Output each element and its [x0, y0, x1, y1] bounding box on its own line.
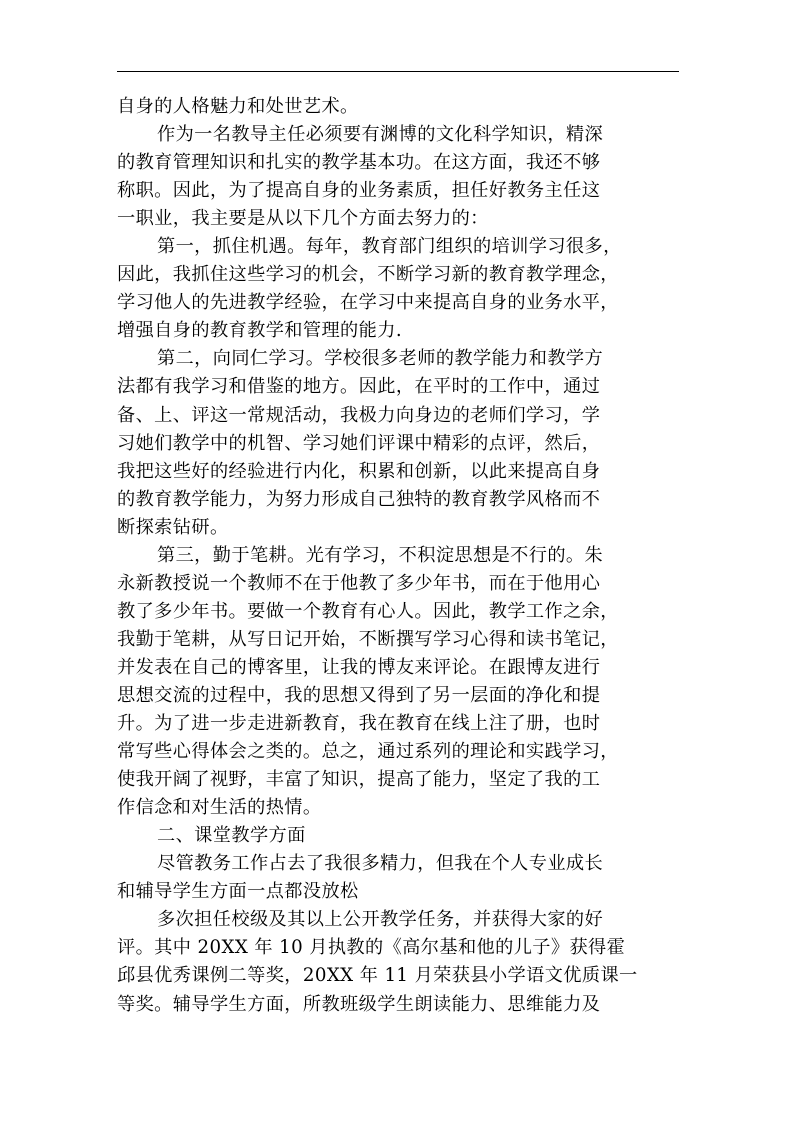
document-body [117, 93, 679, 1019]
text-line: 和辅导学生方面一点都没放松 [117, 881, 359, 903]
text-line: 教了多少年书。要做一个教育有心人。因此，教学工作之余， [117, 600, 619, 622]
text-line: 一职业，我主要是从以下几个方面去努力的： [117, 208, 489, 230]
text-line: 自身的人格魅力和处世艺术。 [117, 96, 359, 117]
header-rule [117, 71, 679, 72]
text-line: 我勤于笔耕，从写日记开始，不断撰写学习心得和读书笔记， [117, 628, 619, 650]
text-line: 二、课堂教学方面 [157, 825, 306, 847]
text-line: 常写些心得体会之类的。总之，通过系列的理论和实践学习， [117, 741, 619, 763]
text-line: 因此，我抓住这些学习的机会，不断学习新的教育教学理念， [117, 264, 619, 286]
text-line: 第三，勤于笔耕。光有学习，不积淀思想是不行的。朱 [157, 544, 604, 566]
text-line: 称职。因此，为了提高自身的业务素质，担任好教务主任这 [117, 180, 601, 202]
text-line: 作信念和对生活的热情。 [117, 797, 322, 819]
text-line: 我把这些好的经验进行内化，积累和创新，以此来提高自身 [117, 460, 601, 482]
text-line: 断探索钻研。 [117, 516, 229, 538]
text-line: 使我开阔了视野，丰富了知识，提高了能力，坚定了我的工 [117, 769, 601, 791]
text-line: 作为一名教导主任必须要有渊博的文化科学知识，精深 [157, 124, 604, 146]
text-line: 尽管教务工作占去了我很多精力，但我在个人专业成长 [157, 853, 604, 875]
text-line: 增强自身的教育教学和管理的能力. [117, 320, 402, 342]
text-line: 第二，向同仁学习。学校很多老师的教学能力和教学方 [157, 348, 604, 370]
text-line: 思想交流的过程中，我的思想又得到了另一层面的净化和提 [117, 684, 601, 706]
text-line: 等奖。辅导学生方面，所教班级学生朗读能力、思维能力及 [117, 993, 601, 1015]
text-line: 评。其中 20XX 年 10 月执教的《高尔基和他的儿子》获得霍 [117, 937, 626, 959]
text-line: 习她们教学中的机智、学习她们评课中精彩的点评，然后， [117, 432, 601, 454]
text-line: 多次担任校级及其以上公开教学任务，并获得大家的好 [157, 909, 604, 931]
text-line: 第一，抓住机遇。每年，教育部门组织的培训学习很多， [157, 236, 622, 258]
text-line: 的教育教学能力，为努力形成自己独特的教育教学风格而不 [117, 488, 601, 510]
text-line: 备、上、评这一常规活动，我极力向身边的老师们学习，学 [117, 404, 601, 426]
text-line: 学习他人的先进教学经验，在学习中来提高自身的业务水平， [117, 292, 619, 314]
text-line: 法都有我学习和借鉴的地方。因此，在平时的工作中，通过 [117, 376, 601, 398]
text-line: 升。为了进一步走进新教育，我在教育在线上注了册，也时 [117, 713, 601, 735]
text-line: 的教育管理知识和扎实的教学基本功。在这方面，我还不够 [117, 152, 601, 174]
text-line: 邱县优秀课例二等奖，20XX 年 11 月荣获县小学语文优质课一 [117, 965, 638, 987]
text-line: 永新教授说一个教师不在于他教了多少年书，而在于他用心 [117, 572, 601, 594]
text-line: 并发表在自己的博客里，让我的博友来评论。在跟博友进行 [117, 656, 601, 678]
